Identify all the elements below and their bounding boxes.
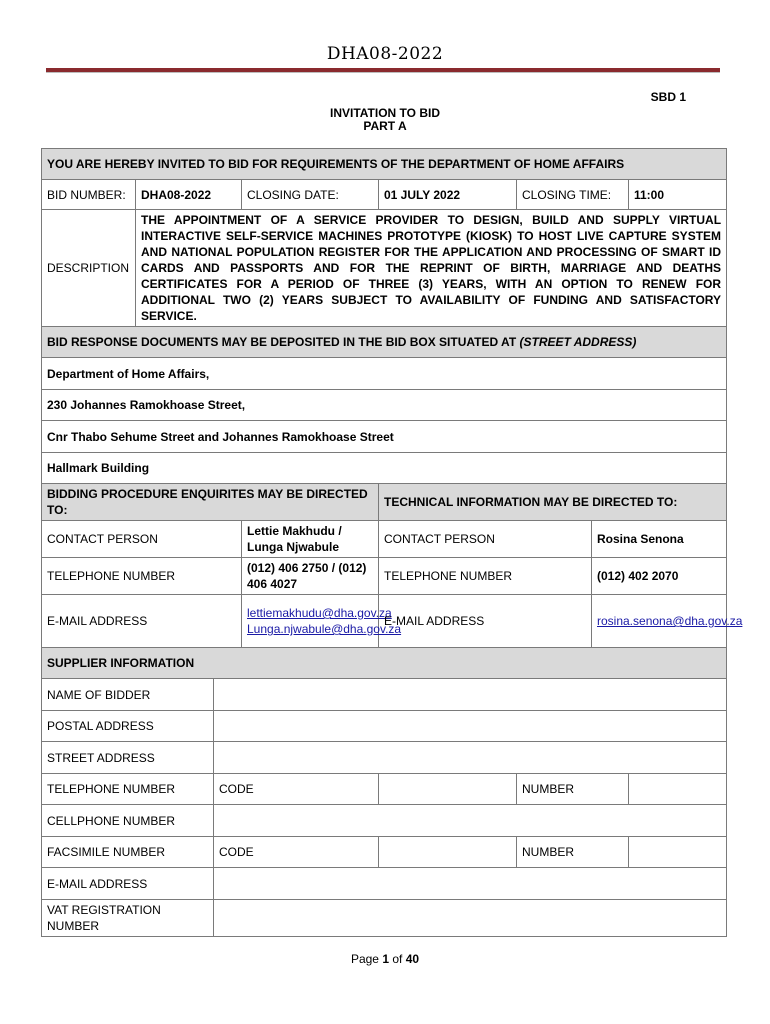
bidder-name-label: NAME OF BIDDER bbox=[42, 679, 214, 711]
supplier-heading: SUPPLIER INFORMATION bbox=[42, 648, 727, 679]
procedure-contact-label: CONTACT PERSON bbox=[42, 521, 242, 558]
title-line-1: INVITATION TO BID bbox=[330, 106, 440, 120]
technical-email-value bbox=[592, 595, 743, 648]
technical-contact-value: Rosina Senona bbox=[592, 521, 727, 558]
telephone-number-label: NUMBER bbox=[517, 774, 629, 805]
procedure-telephone-value: (012) 406 2750 / (012) 406 4027 bbox=[242, 558, 379, 595]
technical-telephone-value: (012) 402 2070 bbox=[592, 558, 727, 595]
title-line-2: PART A bbox=[363, 119, 407, 133]
bid-number-label: BID NUMBER: bbox=[42, 180, 136, 210]
cellphone-field[interactable] bbox=[214, 805, 727, 837]
form-code: SBD 1 bbox=[650, 90, 686, 104]
deposit-address-line: Department of Home Affairs, bbox=[42, 358, 727, 390]
telephone-number-field[interactable] bbox=[629, 774, 727, 805]
telephone-code-field[interactable] bbox=[379, 774, 517, 805]
bid-form-table bbox=[41, 148, 743, 937]
street-address-label: STREET ADDRESS bbox=[42, 742, 214, 774]
procedure-email-link-1[interactable]: lettiemakhudu@dha.gov.za bbox=[247, 606, 392, 620]
supplier-email-field[interactable] bbox=[214, 868, 727, 900]
supplier-email-label: E-MAIL ADDRESS bbox=[42, 868, 214, 900]
page-total: 40 bbox=[405, 952, 420, 966]
closing-date-value: 01 JULY 2022 bbox=[379, 180, 517, 210]
bid-number-value: DHA08-2022 bbox=[136, 180, 242, 210]
closing-time-label: CLOSING TIME: bbox=[517, 180, 629, 210]
technical-telephone-label: TELEPHONE NUMBER bbox=[379, 558, 592, 595]
deposit-address-line: Cnr Thabo Sehume Street and Johannes Ramokhoase Street bbox=[42, 421, 727, 453]
procedure-telephone-label: TELEPHONE NUMBER bbox=[42, 558, 242, 595]
technical-enquiries-heading: TECHNICAL INFORMATION MAY BE DIRECTED TO: bbox=[379, 484, 727, 521]
facsimile-label: FACSIMILE NUMBER bbox=[42, 837, 214, 868]
procedure-email-link-2[interactable]: Lunga.njwabule@dha.gov.za bbox=[247, 622, 402, 636]
invite-heading: YOU ARE HEREBY INVITED TO BID FOR REQUIREMENTS OF THE DEPARTMENT OF HOME AFFAIRS bbox=[42, 149, 727, 180]
cellphone-label: CELLPHONE NUMBER bbox=[42, 805, 214, 837]
page-footer bbox=[0, 952, 770, 966]
technical-email-link[interactable]: rosina.senona@dha.gov.za bbox=[597, 614, 743, 628]
vat-number-label: VAT REGISTRATION NUMBER bbox=[42, 900, 214, 937]
closing-date-label: CLOSING DATE: bbox=[242, 180, 379, 210]
fax-code-label: CODE bbox=[214, 837, 379, 868]
deposit-address-line: Hallmark Building bbox=[42, 453, 727, 484]
procedure-enquiries-heading: BIDDING PROCEDURE ENQUIRITES MAY BE DIRECTED TO: bbox=[42, 484, 379, 521]
fax-code-field[interactable] bbox=[379, 837, 517, 868]
fax-number-label: NUMBER bbox=[517, 837, 629, 868]
supplier-telephone-label: TELEPHONE NUMBER bbox=[42, 774, 214, 805]
closing-time-value: 11:00 bbox=[629, 180, 727, 210]
technical-contact-label: CONTACT PERSON bbox=[379, 521, 592, 558]
procedure-email-label: E-MAIL ADDRESS bbox=[42, 595, 242, 648]
page-of: of bbox=[389, 952, 406, 966]
page-prefix: Page bbox=[350, 952, 383, 966]
procedure-email-values bbox=[242, 595, 402, 648]
technical-email-label: E-MAIL ADDRESS bbox=[379, 595, 592, 648]
deposit-address-line: 230 Johannes Ramokhoase Street, bbox=[42, 390, 727, 421]
document-header: DHA08-2022 bbox=[326, 44, 444, 64]
postal-address-field[interactable] bbox=[214, 711, 727, 742]
page-current: 1 bbox=[382, 952, 389, 966]
telephone-code-label: CODE bbox=[214, 774, 379, 805]
fax-number-field[interactable] bbox=[629, 837, 727, 868]
deposit-heading bbox=[42, 327, 727, 358]
vat-number-field[interactable] bbox=[214, 900, 727, 937]
header-rule bbox=[46, 68, 720, 73]
deposit-heading-italic: (STREET ADDRESS) bbox=[519, 335, 637, 349]
postal-address-label: POSTAL ADDRESS bbox=[42, 711, 214, 742]
street-address-field[interactable] bbox=[214, 742, 727, 774]
procedure-contact-value: Lettie Makhudu / Lunga Njwabule bbox=[242, 521, 379, 558]
bidder-name-field[interactable] bbox=[214, 679, 727, 711]
description-text: THE APPOINTMENT OF A SERVICE PROVIDER TO DESIGN, BUILD AND SUPPLY VIRTUAL INTERACTIVE SELF-SERVICE MACHINES PROTOTYPE (KIOSK) TO HOST LIVE CAPTURE SYSTEM AND NATIONAL POPULATION REGISTER FOR THE APPLICATION AND PROCESSING OF SMART ID CARDS AND PASSPORTS AND FOR THE REPRINT OF BIRTH, MARRIAGE AND DEATHS CERTIFICATES FOR A PERIOD OF THREE (3) YEARS, WITH AN OPTION TO RENEW FOR ADDITIONAL TWO (2) YEARS SUBJECT TO AVAILABILITY OF FUNDING AND SATISFACTORY SERVICE. bbox=[136, 210, 727, 327]
document-title bbox=[0, 107, 770, 133]
description-label: DESCRIPTION bbox=[42, 210, 136, 327]
deposit-heading-text: BID RESPONSE DOCUMENTS MAY BE DEPOSITED IN THE BID BOX SITUATED AT bbox=[47, 335, 520, 349]
